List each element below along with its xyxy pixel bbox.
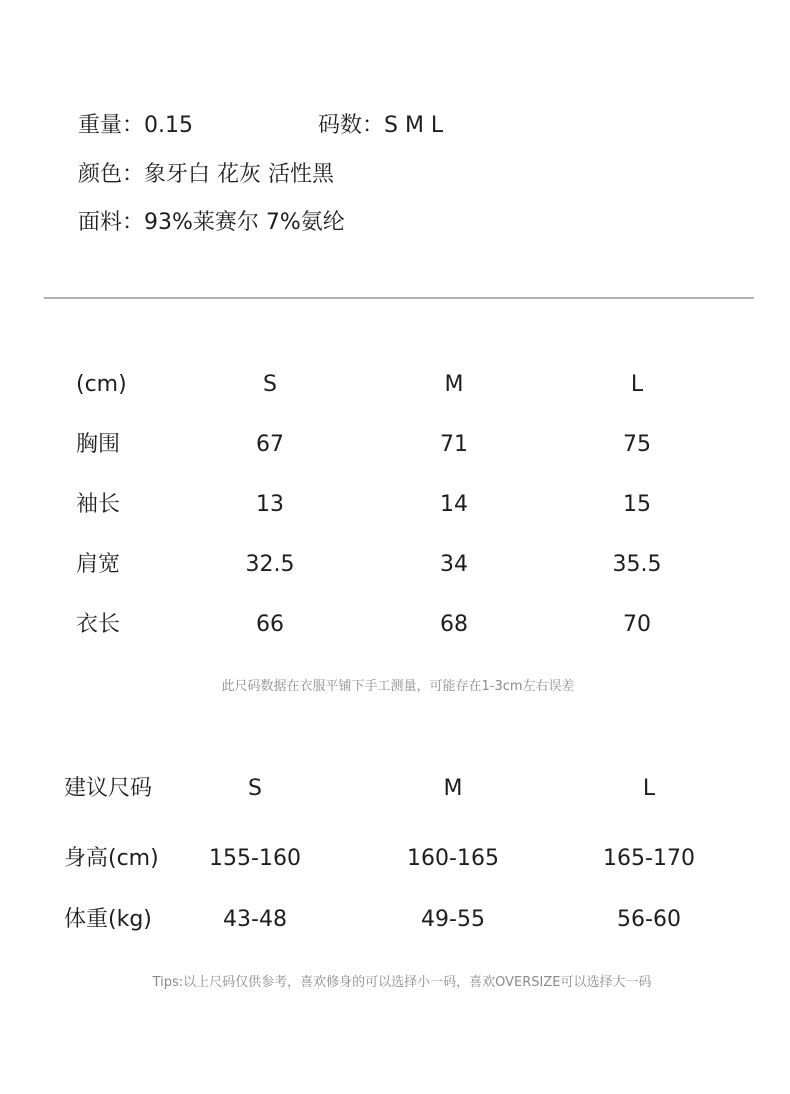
shoulder-s: 32.5 — [245, 552, 295, 577]
chest-l: 75 — [623, 432, 651, 457]
row-label-height: 身高(cm) — [64, 846, 159, 871]
recommend-header-s: S — [248, 776, 262, 801]
recommend-header-l: L — [642, 776, 656, 801]
length-m: 68 — [440, 612, 468, 637]
chest-s: 67 — [256, 432, 284, 457]
section-divider — [44, 297, 754, 299]
measurement-header-m: M — [444, 372, 464, 397]
height-l: 165-170 — [603, 846, 695, 871]
size-tips: Tips:以上尺码仅供参考，喜欢修身的可以选择小一码，喜欢OVERSIZE可以选择大一码 — [152, 975, 652, 990]
measurement-header-s: S — [263, 372, 277, 397]
sleeve-m: 14 — [440, 492, 468, 517]
length-l: 70 — [623, 612, 651, 637]
measurement-header-unit: (cm) — [76, 372, 127, 397]
sleeve-s: 13 — [256, 492, 284, 517]
bodyweight-l: 56-60 — [617, 907, 681, 932]
recommend-header-m: M — [443, 776, 463, 801]
recommend-header-label: 建议尺码 — [64, 776, 153, 801]
row-label-chest: 胸围 — [76, 432, 121, 457]
shoulder-m: 34 — [440, 552, 468, 577]
height-s: 155-160 — [209, 846, 301, 871]
measurement-header-l: L — [630, 372, 644, 397]
length-s: 66 — [256, 612, 284, 637]
row-label-sleeve: 袖长 — [76, 492, 121, 517]
chest-m: 71 — [440, 432, 468, 457]
height-m: 160-165 — [407, 846, 499, 871]
fabric-text: 面料：93%莱赛尔 7%氨纶 — [78, 210, 345, 235]
row-label-length: 衣长 — [76, 612, 121, 637]
weight-text: 重量：0.15 — [78, 113, 193, 138]
sizes-text: 码数：S M L — [318, 113, 444, 138]
row-label-weight: 体重(kg) — [64, 907, 152, 932]
bodyweight-m: 49-55 — [421, 907, 485, 932]
colors-text: 颜色：象牙白 花灰 活性黑 — [78, 162, 334, 187]
row-label-shoulder: 肩宽 — [76, 552, 121, 577]
measurement-note: 此尺码数据在衣服平铺下手工测量，可能存在1-3cm左右误差 — [221, 679, 575, 694]
bodyweight-s: 43-48 — [223, 907, 287, 932]
sleeve-l: 15 — [623, 492, 651, 517]
shoulder-l: 35.5 — [612, 552, 662, 577]
